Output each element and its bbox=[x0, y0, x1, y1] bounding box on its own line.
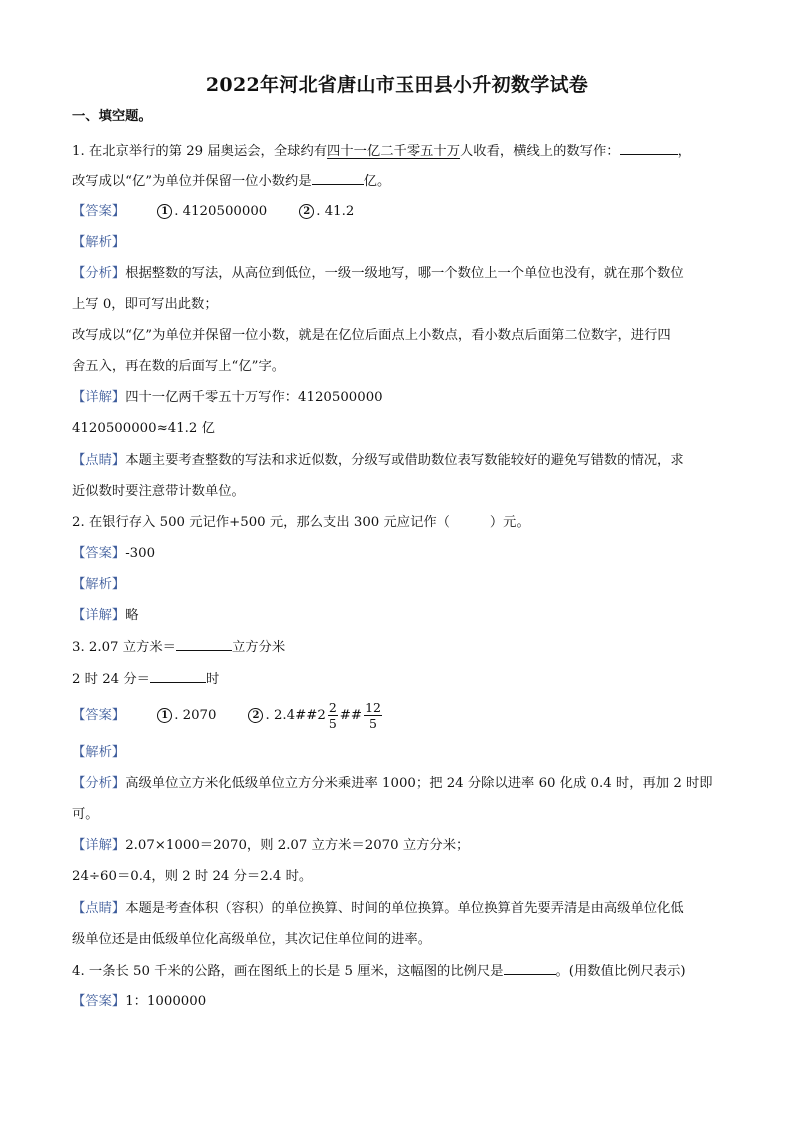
q1-fenxi-1 bbox=[72, 263, 684, 285]
answer-tag: 【答案】 bbox=[72, 546, 126, 561]
q3-fenxi-text: 高级单位立方米化低级单位立方分米乘进率 1000；把 24 分除以进率 60 化成 0.4 时，再加 2 时即 bbox=[125, 776, 713, 791]
circled-number-icon: 2 bbox=[248, 708, 263, 723]
q3-detail-1 bbox=[72, 835, 469, 857]
analysis-tag: 【解析】 bbox=[72, 235, 126, 250]
answer-blank bbox=[504, 960, 556, 975]
q3-comment-text: 本题是考查体积（容积）的单位换算、时间的单位换算。单位换算首先要弄清是由高级单位化低 bbox=[125, 901, 684, 916]
q2-line: 2. 在银行存入 500 元记作+500 元，那么支出 300 元应记作（ ）元。 bbox=[72, 515, 530, 530]
q1-comment-2: 近似数时要注意带计数单位。 bbox=[72, 484, 245, 499]
q1-comment-text: 本题主要考查整数的写法和求近似数，分级写或借助数位表写数能较好的避免写错数的情况，求 bbox=[125, 453, 684, 468]
q3-text-d: 时 bbox=[205, 672, 220, 687]
fenxi-tag: 【分析】 bbox=[72, 776, 126, 791]
q3-fenxi-2: 可。 bbox=[72, 807, 99, 822]
analysis-tag: 【解析】 bbox=[72, 577, 126, 592]
q3-text-c: 2 时 24 分＝ bbox=[72, 672, 150, 687]
q1-comment-1 bbox=[72, 450, 684, 472]
answer-blank bbox=[150, 668, 206, 683]
q2-detail bbox=[72, 605, 138, 627]
q3-fenxi-1 bbox=[72, 773, 713, 795]
answer-tag: 【答案】 bbox=[72, 708, 126, 723]
detail-tag: 【详解】 bbox=[72, 838, 126, 853]
q3-answer-1: . 2070 bbox=[174, 708, 217, 723]
answer-blank bbox=[620, 140, 678, 155]
q4-text-b: 。(用数值比例尺表示) bbox=[555, 964, 686, 979]
q1-fenxi-3: 改写成以“亿”为单位并保留一位小数，就是在亿位后面点上小数点，看小数点后面第二位数字，进行四 bbox=[72, 328, 671, 343]
q1-fenxi-4: 舍五入，再在数的后面写上“亿”字。 bbox=[72, 359, 286, 374]
answer-tag: 【答案】 bbox=[72, 204, 126, 219]
answer-tag: 【答案】 bbox=[72, 994, 126, 1009]
q1-analysis-tag bbox=[72, 232, 125, 254]
q1-text-e: 亿。 bbox=[363, 174, 391, 189]
q1-answer bbox=[72, 201, 354, 223]
analysis-tag: 【解析】 bbox=[72, 745, 126, 760]
q3-detail-text: 2.07×1000＝2070，则 2.07 立方米＝2070 立方分米； bbox=[125, 838, 470, 853]
answer-blank bbox=[176, 636, 232, 651]
q1-line2 bbox=[72, 170, 390, 193]
q1-text-d: 改写成以“亿”为单位并保留一位小数约是 bbox=[72, 174, 312, 189]
q3-comment-1 bbox=[72, 898, 684, 920]
fenxi-tag: 【分析】 bbox=[72, 266, 126, 281]
page-title: 2022年河北省唐山市玉田县小升初数学试卷 bbox=[205, 74, 589, 96]
circled-number-icon: 1 bbox=[157, 708, 172, 723]
q3-text-a: 3. 2.07 立方米＝ bbox=[72, 640, 176, 655]
q3-analysis-tag bbox=[72, 742, 125, 764]
q1-underlined-number: 四十一亿二千零五十万 bbox=[327, 144, 461, 159]
q4-text-a: 4. 一条长 50 千米的公路，画在图纸上的长是 5 厘米，这幅图的比例尺是 bbox=[72, 964, 504, 979]
q1-text-a: 1. 在北京举行的第 29 届奥运会，全球约有 bbox=[72, 144, 328, 159]
q2-answer bbox=[72, 543, 155, 565]
q1-line1 bbox=[72, 140, 691, 163]
q1-answer-2: . 41.2 bbox=[316, 204, 355, 219]
q1-fenxi-text: 根据整数的写法，从高位到低位，一级一级地写，哪一个数位上一个单位也没有，就在那个数位 bbox=[125, 266, 684, 281]
circled-number-icon: 2 bbox=[299, 204, 314, 219]
q1-detail-2: 4120500000≈41.2 亿 bbox=[72, 421, 215, 436]
circled-number-icon: 1 bbox=[157, 204, 172, 219]
q3-line1 bbox=[72, 636, 285, 659]
q1-answer-1: . 4120500000 bbox=[174, 204, 268, 219]
q1-fenxi-2: 上写 0，即可写出此数； bbox=[72, 297, 218, 312]
q3-line2 bbox=[72, 668, 219, 691]
fraction bbox=[328, 700, 338, 731]
detail-tag: 【详解】 bbox=[72, 390, 126, 405]
q3-comment-2: 级单位还是由低级单位化高级单位，其次记住单位间的进率。 bbox=[72, 932, 432, 947]
q3-answer-2: . 2.4##2 bbox=[265, 708, 326, 723]
q1-detail-1 bbox=[72, 387, 383, 409]
q4-answer bbox=[72, 991, 206, 1013]
fraction bbox=[364, 700, 382, 731]
section-heading: 一、填空题。 bbox=[72, 109, 152, 124]
q1-text-c: ， bbox=[677, 144, 691, 159]
detail-tag: 【详解】 bbox=[72, 608, 126, 623]
q3-answer-sep: ## bbox=[339, 708, 363, 723]
fraction-denominator: 5 bbox=[328, 716, 337, 731]
q2-detail-text: 略 bbox=[125, 608, 139, 623]
q4-answer-value: 1：1000000 bbox=[125, 994, 207, 1009]
q3-answer bbox=[72, 700, 384, 732]
q4-line bbox=[72, 960, 686, 983]
fraction-numerator: 2 bbox=[328, 700, 337, 715]
q2-answer-value: -300 bbox=[125, 546, 156, 561]
fraction-numerator: 12 bbox=[365, 700, 381, 715]
fraction-denominator: 5 bbox=[369, 716, 377, 731]
q1-detail-text: 四十一亿两千零五十万写作：4120500000 bbox=[125, 390, 383, 405]
comment-tag: 【点睛】 bbox=[72, 453, 126, 468]
q1-text-b: 人收看，横线上的数写作： bbox=[460, 144, 620, 159]
comment-tag: 【点睛】 bbox=[72, 901, 126, 916]
q2-analysis-tag bbox=[72, 574, 125, 596]
answer-blank bbox=[312, 170, 364, 185]
q3-detail-2: 24÷60＝0.4，则 2 时 24 分＝2.4 时。 bbox=[72, 869, 313, 884]
q3-text-b: 立方分米 bbox=[231, 640, 286, 655]
